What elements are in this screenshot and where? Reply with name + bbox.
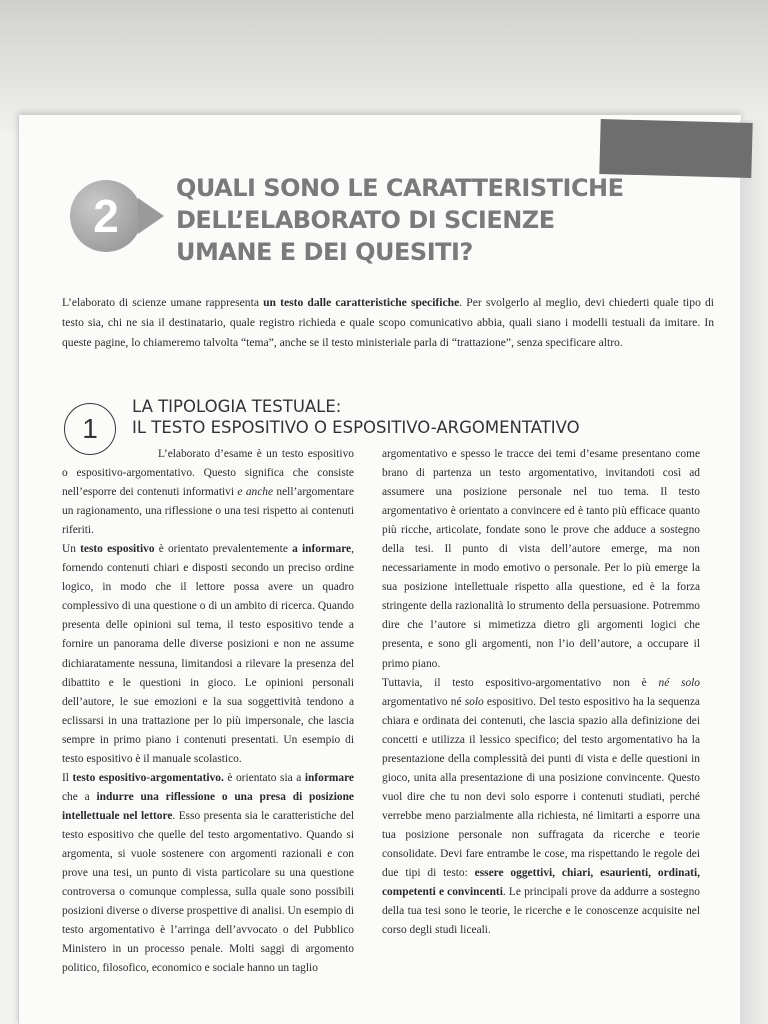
text-bold: informare bbox=[304, 771, 354, 784]
background-shadow bbox=[0, 0, 768, 130]
intro-text: L’elaborato di scienze umane rappresenta bbox=[62, 296, 264, 309]
paragraph: argomentativo e spesso le tracce dei temi d’esame presentano come brano di partenza un testo argomentativo, invitandoti così ad assumere una posizione personale nel tuo tema. Il testo argomentativo è orientato a convincere ed è tanto più efficace quanto più ricche, articolate, fondate sono le prove che adduce a sostegno della tesi. Il punto di vista dell’autore emerge, ma non necessariamente in modo emotivo o personale. Per lo più emerge la sua posizione intellettuale rispetto alla questione, ed è la forza stringente della razionalità lo strumento della persuasione. Potremmo dire che l’autore si mimetizza dietro gli argomenti logici che presenta, e sono gli argomenti, non l’io dell’autore, a occupare il primo piano. bbox=[382, 448, 700, 670]
text: è orientato prevalentemente bbox=[154, 543, 293, 556]
left-column bbox=[62, 445, 354, 978]
text: L’elaborato d’esame è un testo espositivo o espositivo-argomentativo. Questo significa che consiste nell’esporre dei contenuti informativi bbox=[62, 448, 354, 499]
text-bold: indurre una riflessione o una presa di posizione intellettuale nel lettore bbox=[62, 790, 354, 822]
section-title bbox=[132, 396, 692, 438]
right-column bbox=[382, 445, 700, 940]
intro-text: . Per svolgerlo al meglio, devi chiederti quale tipo di testo sia, chi ne sia il destinatario, quale registro richieda e quale scopo comunicativo abbia, quali siano i modelli testuali da imitare. In queste pagine, lo chiameremo talvolta “tema”, anche se il testo ministeriale parla di “trattazione”, senza specificare altro. bbox=[62, 296, 715, 349]
page-edge-shade bbox=[740, 120, 768, 1024]
text: . Esso presenta sia le caratteristiche del testo espositivo che quelle del testo argomentativo. Quando si argomenta, si vuole sostenere con argomenti razionali e con prove una tesi, un punto di vista particolare su una questione controversa o comunque complessa, sulla quale sono possibili posizioni diverse o diverse prospettive di analisi. Un esempio di testo argomentativo è l’arringa dell’avvocato o del Pubblico Ministero in un processo penale. Molti saggi di argomento politico, filosofico, economico e sociale hanno un taglio bbox=[62, 809, 354, 975]
section-title-line: LA TIPOLOGIA TESTUALE: bbox=[132, 397, 342, 416]
text: Un bbox=[62, 543, 81, 556]
text: Tuttavia, il testo espositivo-argomentativo non è bbox=[382, 676, 659, 689]
paragraph bbox=[62, 769, 354, 979]
text: espositivo. Del testo espositivo ha la sequenza chiara e ordinata dei contenuti, che lascia spazio alla definizione dei concetti e utilizza il lessico specifico; del testo argomentativo ha la presentazione della complessità dei punti di vista e delle questioni in gioco, unita alla presentazione di una posizione convincente. Questo vuol dire che tu non devi solo esporre i contenuti studiati, perché verrebbe meno parzialmente alla richiesta, né limitarti a esporre una tua posizione personale non suffragata da ricerche e teorie consolidate. Devi fare entrambe le cose, ma rispettando le regole dei due tipi di testo: bbox=[382, 695, 700, 880]
text: è orientato sia a bbox=[223, 771, 305, 784]
intro-bold: un testo dalle caratteristiche specifiche bbox=[263, 296, 460, 309]
intro-paragraph bbox=[62, 293, 714, 353]
chapter-number: 2 bbox=[93, 190, 119, 242]
paragraph bbox=[62, 540, 354, 769]
text-bold: testo espositivo-argomentativo. bbox=[72, 771, 224, 784]
chapter-title-line: QUALI SONO LE CARATTERISTICHE bbox=[176, 174, 624, 202]
chapter-title bbox=[176, 172, 716, 268]
text: . Le principali prove da addurre a sostegno della tua tesi sono le teorie, le ricerche e le conoscenze acquisite nel corso degli studi liceali. bbox=[382, 886, 700, 937]
paragraph bbox=[62, 445, 354, 540]
text: , fornendo contenuti chiari e disposti secondo un preciso ordine logico, in modo che il lettore possa avere un quadro complessivo di una questione o di un ambito di ricerca. Quando presenta delle opinioni sul tema, il testo espositivo tende a fornire un panorama delle diverse posizioni e non ne assume dichiaratamente nessuna, limitandosi a rilevare la presenza del dibattito e le questioni in gioco. Le opinioni personali dell’autore, le sue emozioni e la sua soggettività tendono a eclissarsi in una trattazione per lo più impersonale, che lascia sempre in primo piano i contenuti presentati. Un esempio di testo espositivo è il manuale scolastico. bbox=[62, 543, 354, 765]
text: Il bbox=[62, 771, 73, 784]
chapter-title-line: UMANE E DEI QUESITI? bbox=[176, 238, 473, 266]
page-tab-marker bbox=[599, 119, 752, 178]
text-italic: né solo bbox=[658, 676, 700, 689]
chapter-title-line: DELL’ELABORATO DI SCIENZE bbox=[176, 206, 555, 234]
text-italic: solo bbox=[464, 695, 484, 708]
text: che a bbox=[62, 790, 97, 803]
paragraph bbox=[382, 674, 700, 941]
text-bold: a informare bbox=[292, 543, 352, 556]
section-number: 1 bbox=[82, 413, 98, 444]
chapter-arrow-icon bbox=[138, 198, 164, 234]
text: nell’argomentare un ragionamento, una riflessione o una tesi rispetto ai contenuti riferiti. bbox=[62, 486, 355, 537]
text-bold: essere oggettivi, chiari, esaurienti, ordinati, competenti e convincenti bbox=[382, 867, 700, 899]
text-italic: e anche bbox=[237, 486, 274, 499]
text: argomentativo né bbox=[382, 695, 465, 708]
text-bold: testo espositivo bbox=[80, 543, 155, 556]
section-title-line: IL TESTO ESPOSITIVO O ESPOSITIVO-ARGOMENTATIVO bbox=[132, 418, 580, 437]
